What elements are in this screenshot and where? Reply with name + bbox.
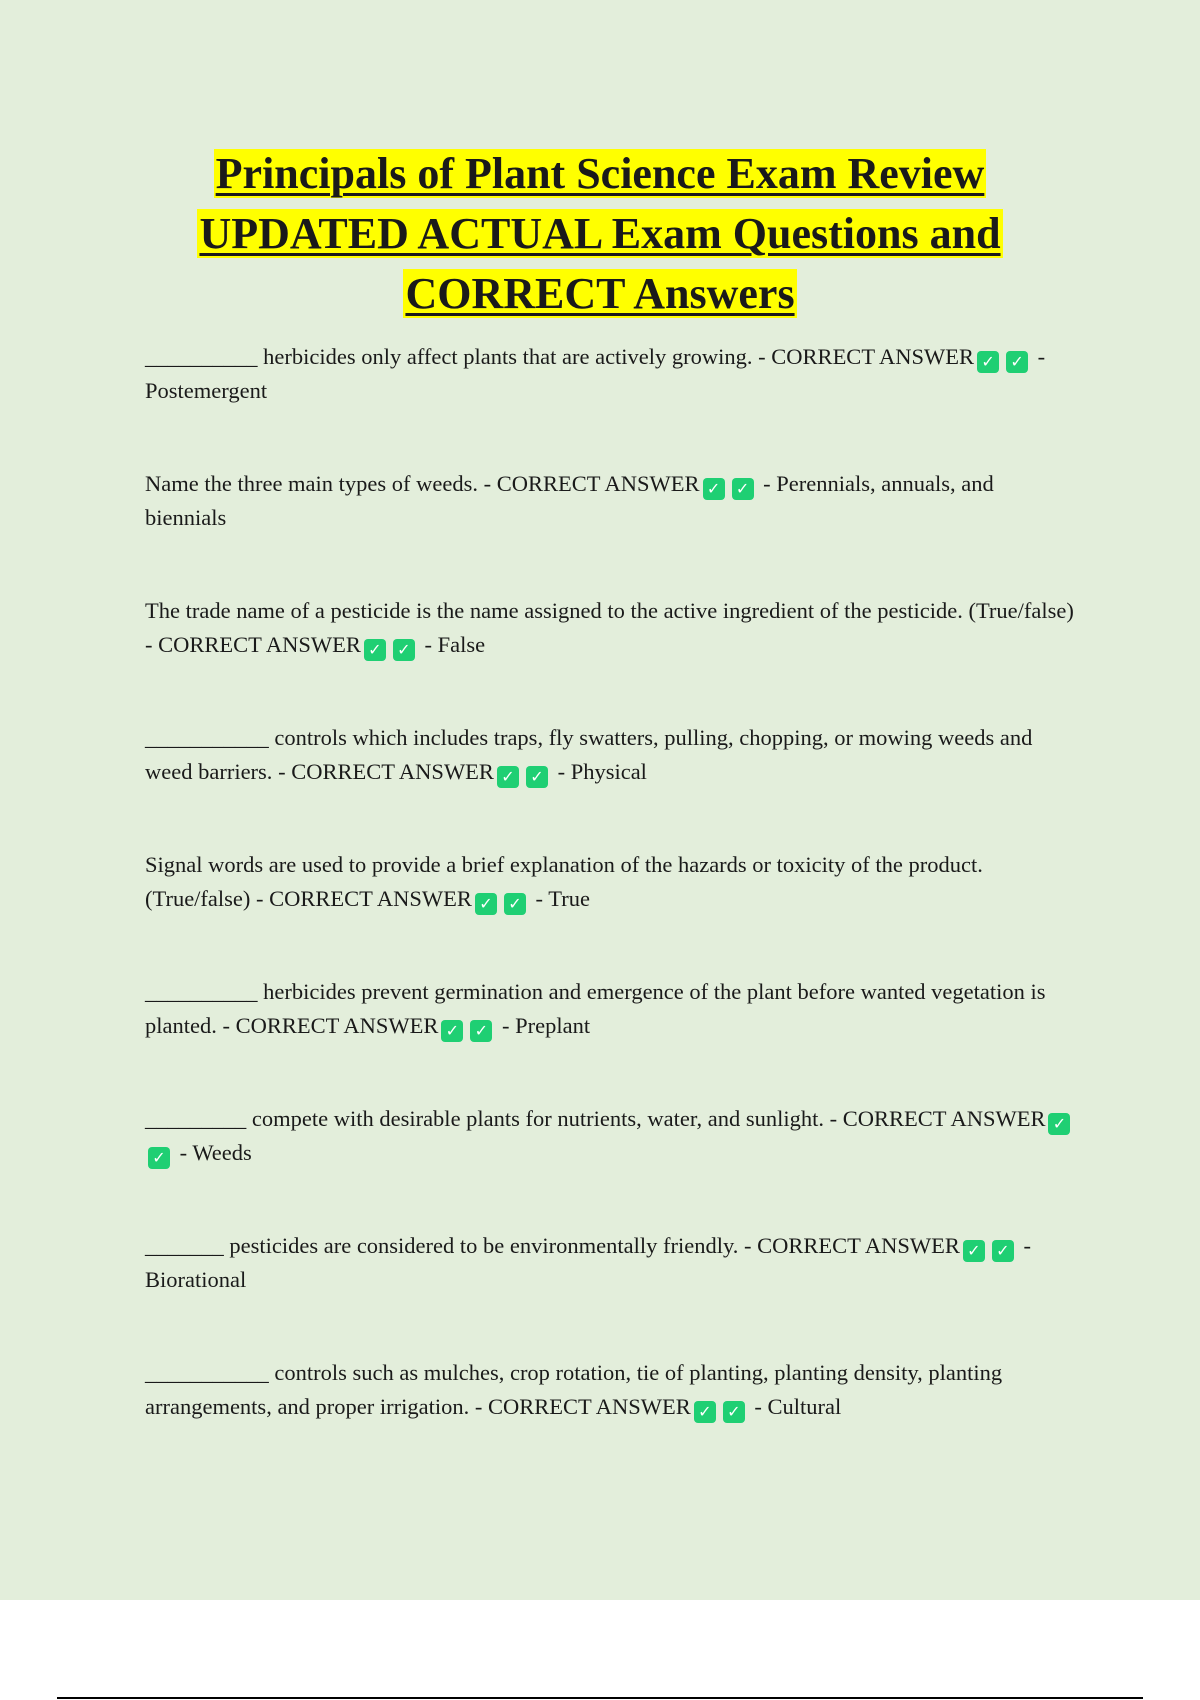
separator: - — [748, 1394, 768, 1419]
check-mark-icon: ✓ — [732, 478, 754, 500]
qa-item — [145, 1229, 1075, 1356]
answer-text: Physical — [570, 759, 647, 784]
qa-item — [145, 1102, 1075, 1229]
qa-item — [145, 721, 1075, 848]
page-title — [100, 144, 1100, 324]
check-mark-icon: ✓ — [723, 1401, 745, 1423]
separator: - — [145, 632, 159, 657]
separator: - — [757, 471, 777, 496]
answer-text: Perennials, annuals, and biennials — [145, 471, 994, 530]
qa-item — [145, 1356, 1075, 1483]
answer-label: CORRECT ANSWER — [771, 344, 975, 369]
separator: - — [478, 471, 497, 496]
answer-label: CORRECT ANSWER — [488, 1394, 691, 1419]
separator: - — [496, 1013, 516, 1038]
check-mark-icon: ✓ — [441, 1020, 463, 1042]
answer-label: CORRECT ANSWER — [158, 632, 361, 657]
check-mark-icon: ✓ — [470, 1020, 492, 1042]
answer-label: CORRECT ANSWER — [291, 759, 494, 784]
title-line-1: Principals of Plant Science Exam Review — [215, 149, 985, 198]
separator: - — [738, 1233, 758, 1258]
title-line-2: UPDATED ACTUAL Exam Questions and — [199, 209, 1001, 258]
separator: - — [174, 1140, 193, 1165]
answer-text: False — [437, 632, 486, 657]
answer-label: CORRECT ANSWER — [496, 471, 700, 496]
question-text: ___________ controls such as mulches, crop rotation, tie of planting, planting density, planting arrangements, and proper irrigation. — [145, 1360, 1003, 1419]
check-mark-icon: ✓ — [148, 1147, 170, 1169]
qa-item — [145, 467, 1075, 594]
question-text: _________ compete with desirable plants for nutrients, water, and sunlight. — [145, 1106, 824, 1131]
separator: - — [529, 886, 549, 911]
question-text: Name the three main types of weeds. — [145, 471, 479, 496]
check-mark-icon: ✓ — [1006, 351, 1028, 373]
check-mark-icon: ✓ — [526, 766, 548, 788]
separator: - — [551, 759, 571, 784]
separator: - — [1017, 1233, 1031, 1258]
qa-item — [145, 594, 1075, 721]
answer-label: CORRECT ANSWER — [757, 1233, 960, 1258]
separator: - — [216, 1013, 236, 1038]
answer-label: CORRECT ANSWER — [235, 1013, 439, 1038]
answer-text: Postemergent — [145, 378, 268, 403]
qa-list — [145, 340, 1075, 1483]
question-text: __________ herbicides only affect plants that are actively growing. — [145, 344, 753, 369]
footer-rule — [57, 1697, 1143, 1699]
check-mark-icon: ✓ — [364, 639, 386, 661]
separator: - — [469, 1394, 489, 1419]
check-mark-icon: ✓ — [977, 351, 999, 373]
check-mark-icon: ✓ — [703, 478, 725, 500]
title-line-3: CORRECT Answers — [405, 269, 795, 318]
check-mark-icon: ✓ — [1048, 1113, 1070, 1135]
answer-text: True — [548, 886, 590, 911]
question-text: Signal words are used to provide a brief explanation of the hazards or toxicity of the product. (True/false) — [145, 852, 983, 911]
separator: - — [250, 886, 270, 911]
check-mark-icon: ✓ — [393, 639, 415, 661]
answer-label: CORRECT ANSWER — [842, 1106, 1046, 1131]
qa-item — [145, 340, 1075, 467]
check-mark-icon: ✓ — [963, 1240, 985, 1262]
question-text: The trade name of a pesticide is the name assigned to the active ingredient of the pesticide. (True/false) — [145, 598, 1074, 623]
answer-text: Biorational — [145, 1267, 247, 1292]
check-mark-icon: ✓ — [475, 893, 497, 915]
qa-item — [145, 848, 1075, 975]
answer-text: Weeds — [192, 1140, 252, 1165]
answer-label: CORRECT ANSWER — [269, 886, 472, 911]
check-mark-icon: ✓ — [504, 893, 526, 915]
qa-item — [145, 975, 1075, 1102]
separator: - — [418, 632, 438, 657]
separator: - — [1032, 344, 1046, 369]
check-mark-icon: ✓ — [497, 766, 519, 788]
separator: - — [823, 1106, 843, 1131]
check-mark-icon: ✓ — [694, 1401, 716, 1423]
question-text: __________ herbicides prevent germination and emergence of the plant before wanted vegetation is planted. — [145, 979, 1046, 1038]
question-text: _______ pesticides are considered to be environmentally friendly. — [145, 1233, 739, 1258]
separator: - — [272, 759, 292, 784]
answer-text: Cultural — [767, 1394, 842, 1419]
answer-text: Preplant — [515, 1013, 591, 1038]
question-text: ___________ controls which includes traps, fly swatters, pulling, chopping, or mowing weeds and weed barriers. — [145, 725, 1033, 784]
separator: - — [752, 344, 772, 369]
check-mark-icon: ✓ — [992, 1240, 1014, 1262]
